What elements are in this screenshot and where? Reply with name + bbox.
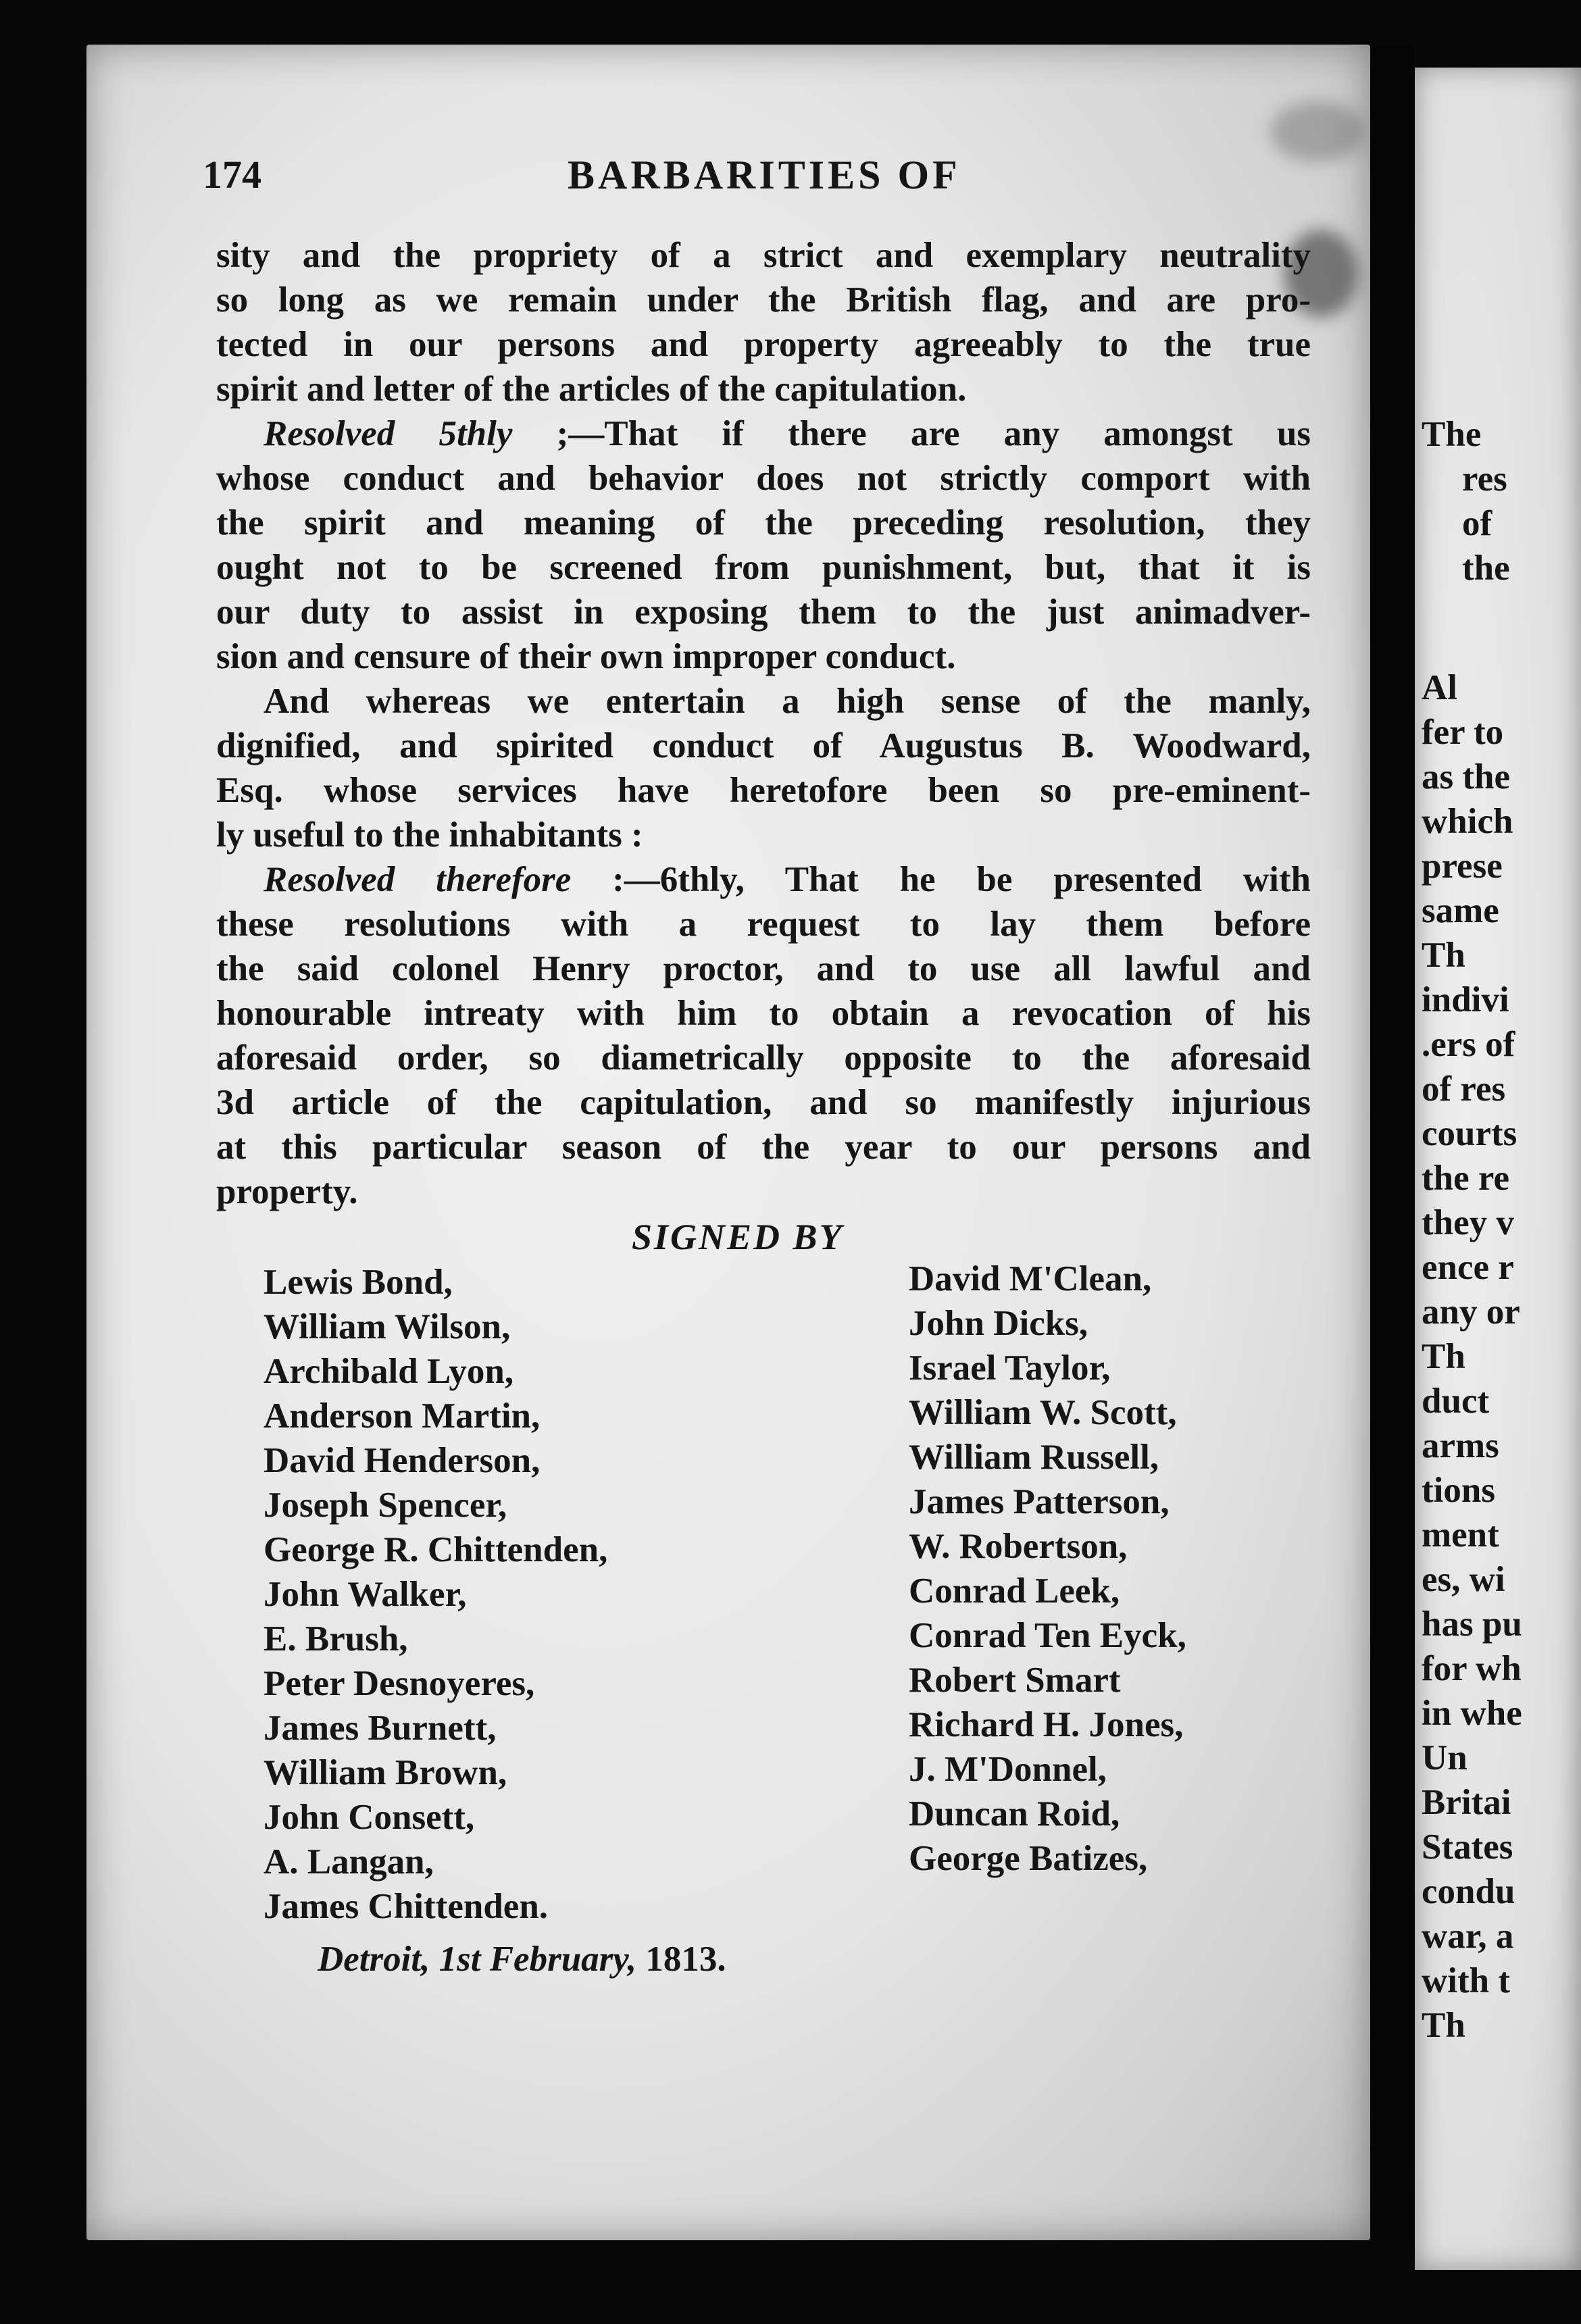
signatory-name: James Patterson, xyxy=(909,1482,1170,1521)
facing-page-line: tions xyxy=(1422,1471,1495,1510)
facing-page-line: .ers of xyxy=(1422,1025,1515,1064)
text-line xyxy=(216,411,1311,456)
dateline-year: 1813. xyxy=(645,1940,726,1979)
text-line: And whereas we entertain a high sense of the manly, xyxy=(264,682,1311,721)
facing-page-line: Th xyxy=(1422,1337,1465,1376)
resolved-lead: Resolved 5thly xyxy=(264,414,513,453)
signatory-name: Duncan Roid, xyxy=(909,1794,1120,1834)
text-line-rest: :—6thly, That he be presented with xyxy=(612,860,1311,899)
text-line-rest: ;—That if there are any amongst us xyxy=(556,414,1311,453)
paragraph xyxy=(216,679,1311,857)
facing-page-line: of res xyxy=(1422,1069,1506,1109)
signatory-name: John Walker, xyxy=(264,1575,467,1614)
signatory-name: David Henderson, xyxy=(264,1441,541,1480)
facing-page-line: States xyxy=(1422,1827,1513,1867)
signatures-left-column xyxy=(264,1260,607,1929)
facing-page-line: any or xyxy=(1422,1292,1520,1332)
facing-page-line: as the xyxy=(1422,757,1511,797)
text-line: Esq. whose services have heretofore been so pre-eminent- xyxy=(216,771,1311,810)
text-line: honourable intreaty with him to obtain a revocation of his xyxy=(216,994,1311,1033)
signatory-name: James Burnett, xyxy=(264,1709,497,1748)
text-line: the said colonel Henry proctor, and to use all lawful and xyxy=(216,949,1311,988)
dateline xyxy=(318,1939,726,1979)
signatory-name: Joseph Spencer, xyxy=(264,1486,507,1525)
text-line xyxy=(216,857,1311,902)
facing-page-line: Un xyxy=(1422,1738,1467,1777)
facing-page-line: courts xyxy=(1422,1114,1517,1153)
facing-page-line: same xyxy=(1422,891,1499,930)
text-line: ly useful to the inhabitants : xyxy=(216,815,643,855)
text-line: aforesaid order, so diametrically opposite to the aforesaid xyxy=(216,1038,1311,1078)
signatory-name: Israel Taylor, xyxy=(909,1348,1111,1388)
text-line: property. xyxy=(216,1172,358,1211)
signatory-name: Archibald Lyon, xyxy=(264,1352,514,1391)
text-line: dignified, and spirited conduct of Augustus B. Woodward, xyxy=(216,726,1311,765)
facing-page-line: Th xyxy=(1422,936,1465,975)
text-line: our duty to assist in exposing them to the just animadver- xyxy=(216,592,1311,632)
facing-page-line: condu xyxy=(1422,1872,1515,1911)
text-line: so long as we remain under the British flag, and are pro- xyxy=(216,280,1311,320)
body-text xyxy=(216,233,1311,1214)
signatory-name: George R. Chittenden, xyxy=(264,1530,608,1569)
signatory-name: A. Langan, xyxy=(264,1842,434,1881)
facing-page-line: Al xyxy=(1422,668,1457,707)
text-line: spirit and letter of the articles of the capitulation. xyxy=(216,370,967,409)
signatory-name: David M'Clean, xyxy=(909,1259,1152,1298)
text-line: 3d article of the capitulation, and so manifestly injurious xyxy=(216,1083,1311,1122)
signatory-name: Richard H. Jones, xyxy=(909,1705,1184,1744)
book-gutter xyxy=(1370,45,1415,2240)
text-line: tected in our persons and property agreeably to the true xyxy=(216,325,1311,364)
resolved-lead: Resolved therefore xyxy=(264,860,572,899)
text-line: ought not to be screened from punishment, but, that it is xyxy=(216,548,1311,587)
facing-page-line: the re xyxy=(1422,1159,1509,1198)
facing-page-line: prese xyxy=(1422,847,1503,886)
signatory-name: William Wilson, xyxy=(264,1307,511,1346)
facing-page-line: for wh xyxy=(1422,1649,1522,1688)
facing-page-line: Britai xyxy=(1422,1783,1511,1822)
text-line: the spirit and meaning of the preceding resolution, they xyxy=(216,503,1311,542)
signatory-name: William Brown, xyxy=(264,1753,507,1792)
facing-page-line: Th xyxy=(1422,2006,1465,2045)
facing-page-line: ment xyxy=(1422,1515,1499,1555)
paragraph xyxy=(216,233,1311,411)
facing-page-line: The xyxy=(1422,415,1482,454)
facing-page-line: arms xyxy=(1422,1426,1499,1465)
facing-page-line: the xyxy=(1462,549,1510,588)
facing-page-line: indivi xyxy=(1422,980,1509,1019)
signatory-name: John Consett, xyxy=(264,1798,475,1837)
facing-page-line: they v xyxy=(1422,1203,1514,1242)
signed-by-heading: SIGNED BY xyxy=(632,1217,844,1257)
facing-page-line: with t xyxy=(1422,1961,1511,2000)
facing-page-line: of xyxy=(1462,504,1492,543)
text-line: at this particular season of the year to our persons and xyxy=(216,1128,1311,1167)
signatory-name: Lewis Bond, xyxy=(264,1263,453,1302)
facing-page-line: has pu xyxy=(1422,1605,1522,1644)
signatory-name: James Chittenden. xyxy=(264,1887,549,1926)
signatory-name: Conrad Ten Eyck, xyxy=(909,1616,1186,1655)
signatory-name: George Batizes, xyxy=(909,1839,1148,1878)
running-head: BARBARITIES OF xyxy=(568,153,961,197)
signatory-name: William Russell, xyxy=(909,1438,1159,1477)
text-line: whose conduct and behavior does not strictly comport with xyxy=(216,459,1311,498)
facing-page-line: in whe xyxy=(1422,1694,1522,1733)
paragraph xyxy=(216,857,1311,1214)
signatory-name: Peter Desnoyeres, xyxy=(264,1664,535,1703)
page-header xyxy=(203,152,1311,199)
signatory-name: J. M'Donnel, xyxy=(909,1750,1107,1789)
facing-page-line: which xyxy=(1422,802,1513,841)
signatures-right-column xyxy=(909,1257,1186,1881)
dateline-place: Detroit, 1st February, xyxy=(318,1940,637,1979)
facing-page-line: duct xyxy=(1422,1382,1490,1421)
text-line: sion and censure of their own improper conduct. xyxy=(216,637,956,676)
facing-page-line: res xyxy=(1462,459,1507,499)
signatory-name: E. Brush, xyxy=(264,1619,408,1659)
page-number: 174 xyxy=(203,153,261,197)
facing-page-line: es, wi xyxy=(1422,1560,1505,1599)
signatory-name: Robert Smart xyxy=(909,1661,1121,1700)
text-line: these resolutions with a request to lay them before xyxy=(216,905,1311,944)
signatory-name: Conrad Leek, xyxy=(909,1571,1120,1611)
facing-page-line: fer to xyxy=(1422,713,1504,752)
signatory-name: John Dicks, xyxy=(909,1304,1088,1343)
facing-page-line: ence r xyxy=(1422,1248,1514,1287)
signatory-name: William W. Scott, xyxy=(909,1393,1177,1432)
signatory-name: W. Robertson, xyxy=(909,1527,1128,1566)
paragraph xyxy=(216,411,1311,679)
facing-page-line: war, a xyxy=(1422,1917,1514,1956)
text-line: sity and the propriety of a strict and exemplary neutrality xyxy=(216,236,1311,275)
signatory-name: Anderson Martin, xyxy=(264,1396,541,1436)
